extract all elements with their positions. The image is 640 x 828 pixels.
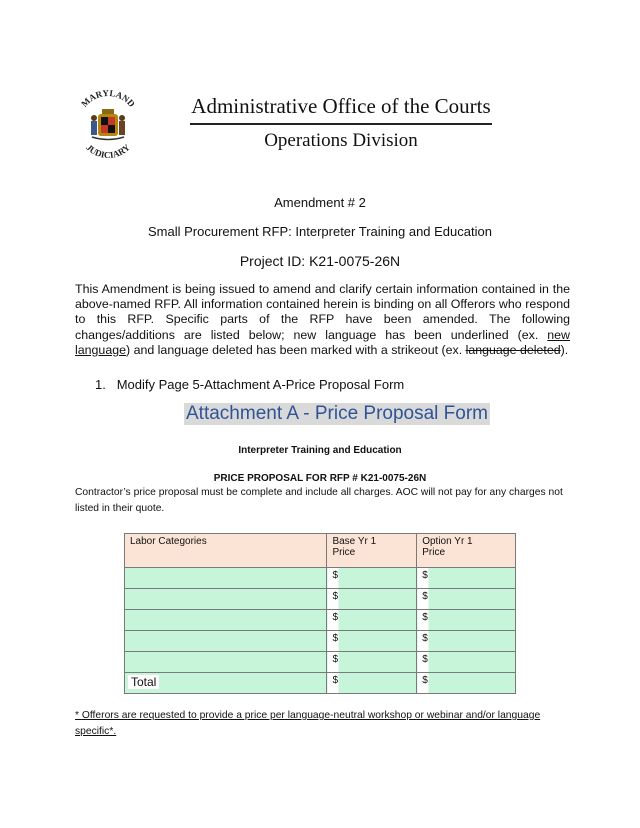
option-price-input[interactable]: $ <box>417 631 516 652</box>
table-row <box>125 589 516 610</box>
labor-category-input[interactable] <box>125 589 327 610</box>
seal-emblem-icon <box>91 109 125 140</box>
change-item-text: Modify Page 5-Attachment A-Price Proposal Form <box>116 377 405 392</box>
seal-top-text: MARYLAND <box>79 87 137 109</box>
total-base-price-input[interactable]: $ <box>327 673 417 694</box>
change-item-number: 1. <box>95 377 106 392</box>
base-price-input[interactable]: $ <box>327 652 417 673</box>
table-row <box>125 631 516 652</box>
seal-bottom-text: JUDICIARY <box>84 142 132 160</box>
total-label-cell <box>125 673 327 694</box>
option-price-input[interactable]: $ <box>417 568 516 589</box>
header-base-year: Base Yr 1 Price <box>327 534 417 568</box>
header-divider <box>190 123 492 125</box>
attachment-title: Attachment A - Price Proposal Form <box>186 403 489 424</box>
rfp-title: Small Procurement RFP: Interpreter Training and Education <box>148 224 492 239</box>
base-price-input[interactable]: $ <box>327 610 417 631</box>
division-title: Operations Division <box>264 130 418 151</box>
svg-text:MARYLAND <box>79 88 137 110</box>
header-labor-categories: Labor Categories <box>125 534 327 568</box>
option-price-input[interactable]: $ <box>417 652 516 673</box>
table-header-row <box>125 534 516 568</box>
base-price-input[interactable]: $ <box>327 631 417 652</box>
amendment-number: Amendment # 2 <box>274 195 366 210</box>
labor-category-input[interactable] <box>125 610 327 631</box>
footnote: * Offerors are requested to provide a price per language-neutral workshop or webinar and/or language specific*. <box>75 710 541 737</box>
table-row <box>125 610 516 631</box>
maryland-judiciary-seal <box>70 84 146 160</box>
option-price-input[interactable]: $ <box>417 589 516 610</box>
base-price-input[interactable]: $ <box>327 568 417 589</box>
svg-text:JUDICIARY <box>84 142 132 160</box>
labor-category-input[interactable] <box>125 652 327 673</box>
change-item <box>95 377 404 392</box>
header-option-year: Option Yr 1 Price <box>417 534 516 568</box>
total-label: Total <box>128 675 159 689</box>
intro-paragraph: This Amendment is being issued to amend and clarify certain information contained in the above-named RFP. All information contained herein is binding on all Offerors who respond to this RFP. Specific parts of the RFP have been amended. The following changes/additions are listed below; new language has been underlined (ex. new language) and language deleted has been marked with a strikeout (ex. language deleted). <box>75 282 570 357</box>
strikeout-example: language deleted <box>465 342 561 357</box>
proposal-note: Contractor’s price proposal must be complete and include all charges. AOC will not pay for any charges not listed in their quote. <box>75 487 563 514</box>
price-proposal-table <box>124 533 516 694</box>
attachment-subtitle: Interpreter Training and Education <box>238 445 402 456</box>
table-row <box>125 652 516 673</box>
underline-example: new language <box>75 327 570 357</box>
organization-title: Administrative Office of the Courts <box>191 94 491 118</box>
labor-category-input[interactable] <box>125 631 327 652</box>
option-price-input[interactable]: $ <box>417 610 516 631</box>
total-option-price-input[interactable]: $ <box>417 673 516 694</box>
labor-category-input[interactable] <box>125 568 327 589</box>
proposal-heading: PRICE PROPOSAL FOR RFP # K21-0075-26N <box>213 473 427 484</box>
table-total-row <box>125 673 516 694</box>
base-price-input[interactable]: $ <box>327 589 417 610</box>
table-row <box>125 568 516 589</box>
project-id: Project ID: K21-0075-26N <box>239 253 401 269</box>
